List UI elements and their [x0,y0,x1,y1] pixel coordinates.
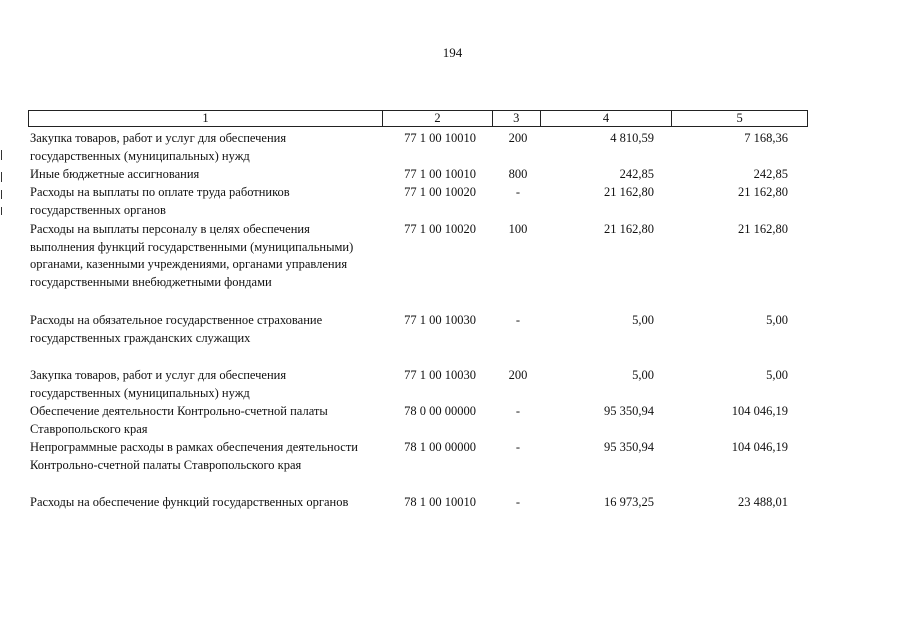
expense-name: Закупка товаров, работ и услуг для обеспечения государственных (муниципальных) нужд [30,368,287,400]
amount-year-2: 21 162,80 [738,222,788,236]
amount-year-1: 16 973,25 [604,495,654,509]
expense-type: - [515,185,521,199]
target-code: 77 1 00 10020 [404,222,476,236]
amount-year-2: 23 488,01 [738,495,788,509]
scan-edge-mark [1,150,2,160]
expense-type: 800 [508,167,528,181]
amount-year-1: 5,00 [632,368,654,382]
expense-type: 100 [508,222,528,236]
expense-type: 200 [508,131,528,145]
column-header-amount-year-2: 5 [736,111,743,125]
target-code: 78 1 00 00000 [404,440,476,454]
expense-name: Расходы на выплаты по оплате труда работников государственных органов [30,185,290,217]
scan-edge-mark [1,207,2,215]
target-code: 77 1 00 10030 [404,313,476,327]
column-header-target-code: 2 [383,111,493,126]
amount-year-2: 242,85 [753,167,788,181]
expense-name: Расходы на обязательное государственное страхование государственных гражданских служащих [30,313,323,345]
target-code: 77 1 00 10010 [404,167,476,181]
amount-year-1: 95 350,94 [604,404,654,418]
scan-edge-mark [1,190,2,199]
expense-name: Расходы на обеспечение функций государственных органов [30,495,349,509]
column-header-name: 1 [29,111,383,126]
expense-type: - [515,404,521,418]
amount-year-1: 5,00 [632,313,654,327]
amount-year-1: 242,85 [619,167,654,181]
amount-year-2: 104 046,19 [731,440,788,454]
page-number: 194 [442,45,463,60]
amount-year-2: 7 168,36 [744,131,788,145]
expense-name: Закупка товаров, работ и услуг для обеспечения государственных (муниципальных) нужд [30,131,287,163]
amount-year-2: 5,00 [766,368,788,382]
expense-type: - [515,495,521,509]
amount-year-1: 95 350,94 [604,440,654,454]
expense-name: Непрограммные расходы в рамках обеспечения деятельности Контрольно-счетной палаты Ставропольского края [30,440,358,472]
column-header-expense-type: 3 [493,111,541,126]
target-code: 77 1 00 10010 [404,131,476,145]
amount-year-2: 5,00 [766,313,788,327]
budget-table [28,110,808,509]
expense-name: Обеспечение деятельности Контрольно-счетной палаты Ставропольского края [30,404,328,436]
table-header-row [28,110,808,127]
expense-type: 200 [508,368,528,382]
target-code: 77 1 00 10020 [404,185,476,199]
amount-year-2: 21 162,80 [738,185,788,199]
amount-year-1: 4 810,59 [610,131,654,145]
expense-name: Иные бюджетные ассигнования [30,167,200,181]
column-header-amount-year-1: 4 [541,111,673,126]
amount-year-1: 21 162,80 [604,222,654,236]
target-code: 78 0 00 00000 [404,404,476,418]
expense-type: - [515,313,521,327]
target-code: 77 1 00 10030 [404,368,476,382]
expense-type: - [515,440,521,454]
scan-edge-mark [1,172,2,182]
expense-name: Расходы на выплаты персоналу в целях обеспечения выполнения функций государственными (муниципальными) органами, казенными учреждениями, органами управления государственными внебюджетными фондами [30,222,354,289]
target-code: 78 1 00 10010 [404,495,476,509]
amount-year-2: 104 046,19 [731,404,788,418]
amount-year-1: 21 162,80 [604,185,654,199]
